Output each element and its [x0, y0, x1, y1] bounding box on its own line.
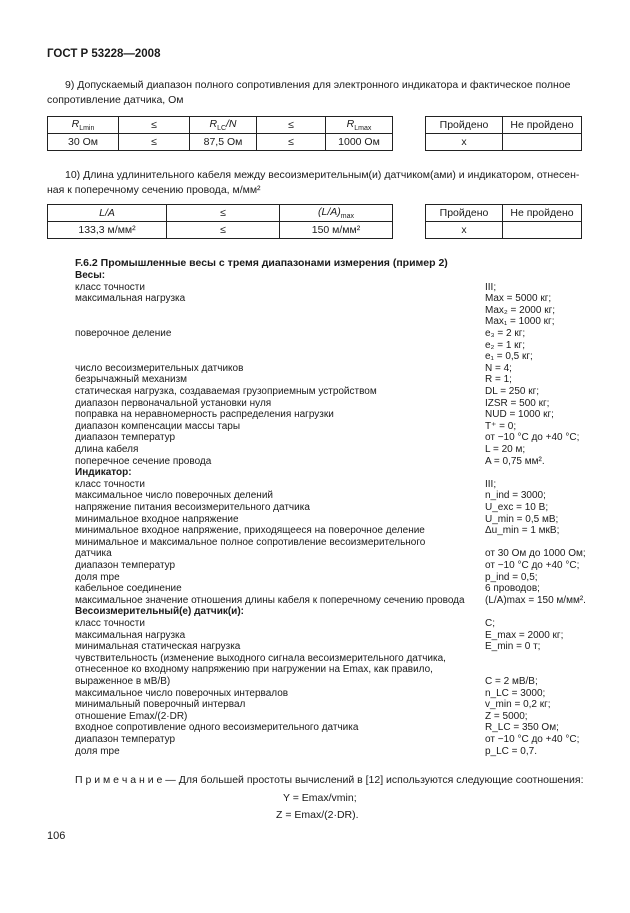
spec-row [75, 560, 585, 572]
value-la: 133,3 м/мм² [48, 222, 167, 239]
spec-value: III; [485, 281, 497, 293]
spec-value: от 30 Ом до 1000 Ом; [485, 548, 586, 560]
note: П р и м е ч а н и е — Для большей простоты вычислений в [12] используются следующие соотношения: [75, 774, 584, 786]
spec-label: датчика [75, 548, 112, 560]
spec-label: поперечное сечение провода [75, 455, 212, 467]
spec-label: максимальная нагрузка [75, 293, 186, 305]
spec-value: n_ind = 3000; [485, 490, 546, 502]
spec-value: T⁺ = 0; [485, 420, 517, 432]
spec-row [75, 595, 585, 607]
result-table-2 [425, 204, 582, 239]
spec-row [75, 421, 585, 433]
spec-row [75, 456, 585, 468]
cable-ratio-table [47, 204, 393, 239]
resistance-table [47, 116, 393, 151]
spec-label: класс точности [75, 281, 145, 293]
spec-row [75, 340, 585, 352]
spec-value: Max = 5000 кг; [485, 293, 552, 305]
spec-value: DL = 250 кг; [485, 386, 540, 397]
spec-label: поверочное деление [75, 328, 172, 339]
spec-value: Δu_min = 1 мкВ; [485, 525, 560, 537]
spec-label: Индикатор: [75, 467, 132, 479]
spec-row [75, 328, 585, 340]
header-la: L/A [48, 205, 167, 222]
spec-row [75, 746, 585, 758]
fail-header: Не пройдено [503, 205, 582, 222]
spec-row [75, 722, 585, 734]
spec-value: Max₁ = 1000 кг; [485, 316, 555, 328]
spec-value: Z = 5000; [485, 710, 528, 722]
spec-label: доля mpe [75, 745, 120, 757]
spec-value: e₂ = 1 кг; [485, 339, 525, 351]
value-le-2: ≤ [257, 134, 326, 151]
spec-label: входное сопротивление одного весоизмерительного датчика [75, 722, 359, 734]
spec-row [75, 502, 585, 514]
spec-label: отнесенное ко входному напряжению при нагружении на Emax, как правило, [75, 664, 433, 676]
spec-value: NUD = 1000 кг; [485, 409, 554, 421]
spec-value: p_LC = 0,7. [485, 745, 537, 757]
paragraph-9 [47, 78, 583, 108]
spec-row [75, 514, 585, 526]
header-la-max: $(L/A)_{max}$ [280, 205, 393, 222]
spec-value: R_LC = 350 Ом; [485, 722, 559, 734]
spec-value: Max₂ = 2000 кг; [485, 304, 555, 316]
paragraph-10-line2: ная к поперечному сечению провода, м/мм² [47, 184, 261, 196]
page-number: 106 [47, 830, 66, 842]
spec-label: диапазон температур [75, 432, 176, 444]
header-rlc-n: $R_{LC}/N$ [190, 117, 257, 134]
spec-row [75, 583, 585, 595]
spec-label: класс точности [75, 618, 145, 629]
spec-row [75, 734, 585, 746]
spec-value: e₃ = 2 кг; [485, 328, 526, 339]
spec-label: доля mpe [75, 571, 120, 583]
spec-row [75, 606, 585, 618]
spec-value: C; [485, 618, 495, 629]
spec-value: от −10 °С до +40 °С; [485, 734, 580, 745]
header-le-2: ≤ [257, 117, 326, 134]
spec-value: v_min = 0,2 кг; [485, 699, 551, 711]
spec-label: чувствительность (изменение выходного сигнала весоизмерительного датчика, [75, 652, 446, 664]
spec-label: диапазон компенсации массы тары [75, 420, 241, 432]
spec-label: минимальная статическая нагрузка [75, 641, 241, 653]
spec-label: минимальный поверочный интервал [75, 699, 246, 711]
spec-label: Весоизмерительный(е) датчик(и): [75, 606, 244, 618]
spec-label: максимальное число поверочных интервалов [75, 687, 289, 699]
spec-value: e₁ = 0,5 кг; [485, 351, 533, 363]
pass-header: Пройдено [426, 117, 503, 134]
spec-value: N = 4; [485, 362, 512, 374]
spec-row [75, 398, 585, 410]
fail-header: Не пройдено [503, 117, 582, 134]
spec-row [75, 386, 585, 398]
spec-label: выраженное в мВ/В) [75, 676, 171, 687]
spec-label: кабельное соединение [75, 583, 182, 595]
value-rlc-n: 87,5 Ом [190, 134, 257, 151]
spec-value: U_min = 0,5 мВ; [485, 513, 559, 525]
value-la-max: 150 м/мм² [280, 222, 393, 239]
spec-row [75, 641, 585, 653]
value-rlmax: 1000 Ом [326, 134, 393, 151]
spec-label: максимальное значение отношения длины кабеля к поперечному сечению провода [75, 594, 465, 606]
spec-value: от −10 °С до +40 °С; [485, 560, 580, 571]
spec-label: минимальное входное напряжение, приходящееся на поверочное деление [75, 525, 425, 537]
spec-label: диапазон температур [75, 734, 176, 745]
spec-label: число весоизмерительных датчиков [75, 362, 244, 374]
spec-row [75, 664, 585, 676]
value-le-1: ≤ [119, 134, 190, 151]
spec-label: максимальная нагрузка [75, 629, 186, 641]
section-title: F.6.2 Промышленные весы с тремя диапазонами измерения (пример 2) [75, 257, 448, 269]
spec-row [75, 653, 585, 665]
spec-label: длина кабеля [75, 444, 139, 455]
spec-row [75, 572, 585, 584]
value-le: ≤ [167, 222, 280, 239]
spec-row [75, 432, 585, 444]
spec-row [75, 490, 585, 502]
value-rlmin: 30 Ом [48, 134, 119, 151]
formula-z: Z = Emax/(2·DR). [276, 809, 359, 821]
spec-value: E_min = 0 т; [485, 641, 541, 653]
spec-row [75, 374, 585, 386]
spec-value: от −10 °С до +40 °С; [485, 432, 580, 444]
pass-mark: x [426, 134, 503, 151]
spec-value: E_max = 2000 кг; [485, 629, 564, 641]
spec-row [75, 363, 585, 375]
spec-label: диапазон температур [75, 560, 176, 571]
spec-row [75, 525, 585, 537]
spec-value: n_LC = 3000; [485, 687, 546, 699]
spec-label: минимальное входное напряжение [75, 513, 239, 525]
paragraph-9-line2: сопротивление датчика, Ом [47, 94, 184, 106]
header-le-1: ≤ [119, 117, 190, 134]
pass-mark: x [426, 222, 503, 239]
document-header: ГОСТ Р 53228—2008 [47, 48, 161, 60]
spec-row [75, 676, 585, 688]
spec-label: диапазон первоначальной установки нуля [75, 397, 272, 409]
spec-row [75, 282, 585, 294]
spec-label: максимальное число поверочных делений [75, 490, 273, 502]
spec-label: напряжение питания весоизмерительного датчика [75, 502, 310, 513]
spec-label: поправка на неравномерность распределения нагрузки [75, 409, 334, 421]
spec-value: III; [485, 478, 497, 490]
spec-label: отношение Emax/(2·DR) [75, 710, 188, 722]
spec-row [75, 316, 585, 328]
spec-label: безрычажный механизм [75, 374, 188, 386]
spec-row [75, 479, 585, 491]
result-table-1 [425, 116, 582, 151]
spec-label: Весы: [75, 270, 106, 281]
header-le: ≤ [167, 205, 280, 222]
formula-y: Y = Emax/vmin; [283, 792, 357, 804]
pass-header: Пройдено [426, 205, 503, 222]
spec-row [75, 351, 585, 363]
header-rlmin: $R_{Lmin}$ [48, 117, 119, 134]
spec-value: R = 1; [485, 374, 512, 386]
fail-mark [503, 134, 582, 151]
spec-value: 6 проводов; [485, 583, 540, 595]
fail-mark [503, 222, 582, 239]
spec-row [75, 548, 585, 560]
spec-row [75, 618, 585, 630]
spec-value: C = 2 мВ/В; [485, 676, 538, 687]
spec-value: U_exc = 10 В; [485, 502, 549, 513]
spec-row [75, 467, 585, 479]
spec-row [75, 293, 585, 305]
spec-label: минимальное и максимальное полное сопротивление весоизмерительного [75, 536, 426, 548]
spec-row [75, 270, 585, 282]
header-rlmax: $R_{Lmax}$ [326, 117, 393, 134]
spec-row [75, 305, 585, 317]
spec-value: L = 20 м; [485, 444, 526, 455]
spec-row [75, 711, 585, 723]
spec-row [75, 699, 585, 711]
spec-value: (L/A)max = 150 м/мм². [485, 594, 586, 606]
spec-row [75, 409, 585, 421]
spec-row [75, 688, 585, 700]
spec-value: p_ind = 0,5; [485, 571, 538, 583]
paragraph-9-line1: 9) Допускаемый диапазон полного сопротивления для электронного индикатора и фактическое полное [65, 79, 571, 91]
spec-value: IZSR = 500 кг; [485, 397, 550, 409]
spec-row [75, 444, 585, 456]
spec-label: класс точности [75, 478, 145, 490]
paragraph-10 [47, 168, 583, 198]
spec-label: статическая нагрузка, создаваемая грузоприемным устройством [75, 386, 377, 397]
spec-row [75, 537, 585, 549]
paragraph-10-line1: 10) Длина удлинительного кабеля между весоизмерительным(и) датчиком(ами) и индикатором, отнесен- [65, 169, 580, 181]
spec-row [75, 630, 585, 642]
spec-value: A = 0,75 мм². [485, 455, 545, 467]
